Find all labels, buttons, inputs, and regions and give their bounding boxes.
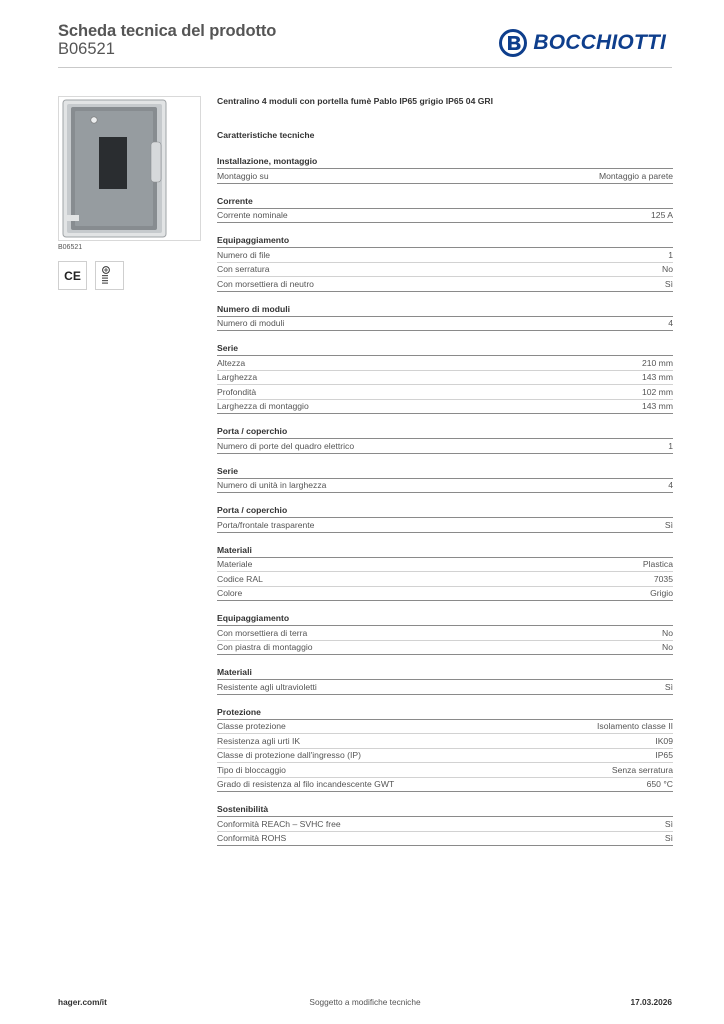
spec-row: [217, 439, 673, 454]
page-title: Scheda tecnica del prodotto: [58, 22, 277, 40]
spec-row: [217, 400, 673, 415]
spec-group: [217, 466, 673, 494]
spec-value: Montaggio a parete: [598, 170, 673, 181]
spec-value: 4: [668, 480, 673, 491]
spec-row: [217, 248, 673, 263]
bocchiotti-logo-icon: [499, 29, 527, 57]
specs-heading: Caratteristiche tecniche: [217, 130, 315, 140]
spec-value: Sì: [664, 519, 673, 530]
spec-label: Resistente agli ultravioletti: [217, 681, 317, 692]
spec-row: [217, 356, 673, 371]
spec-label: Numero di moduli: [217, 318, 285, 329]
spec-label: Con morsettiera di neutro: [217, 278, 314, 289]
spec-label: Classe di protezione dall'ingresso (IP): [217, 750, 361, 761]
spec-label: Corrente nominale: [217, 210, 288, 221]
spec-group: [217, 196, 673, 224]
footer-date: 17.03.2026: [630, 997, 672, 1007]
spec-group-title: Numero di moduli: [217, 304, 673, 317]
spec-label: Larghezza: [217, 372, 258, 383]
product-description: Centralino 4 moduli con portella fumè Pablo IP65 grigio IP65 04 GRI: [217, 96, 494, 106]
spec-label: Colore: [217, 588, 243, 599]
spec-value: Grigio: [650, 588, 673, 599]
spec-group: [217, 304, 673, 332]
spec-sheet: [217, 96, 673, 846]
spec-label: Resistenza agli urti IK: [217, 735, 301, 746]
spec-group-title: Equipaggiamento: [217, 235, 673, 248]
spec-value: Sì: [664, 818, 673, 829]
spec-label: Numero di file: [217, 249, 271, 260]
spec-value: 102 mm: [641, 386, 673, 397]
weee-recycling-icon: [95, 261, 124, 290]
product-code: B06521: [58, 40, 115, 58]
spec-row: [217, 817, 673, 832]
spec-group-title: Porta / coperchio: [217, 426, 673, 439]
spec-label: Montaggio su: [217, 170, 269, 181]
footer-note: Soggetto a modifiche tecniche: [309, 997, 421, 1007]
spec-value: IK09: [655, 735, 673, 746]
product-image: [58, 96, 201, 241]
spec-value: No: [662, 264, 673, 275]
spec-row: [217, 587, 673, 602]
spec-value: 210 mm: [641, 357, 673, 368]
spec-label: Grado di resistenza al filo incandescente GWT: [217, 779, 395, 790]
spec-group: [217, 426, 673, 454]
spec-value: Sì: [664, 681, 673, 692]
spec-group: [217, 613, 673, 655]
footer-website: hager.com/it: [58, 997, 107, 1007]
spec-value: Plastica: [642, 559, 673, 570]
spec-value: 143 mm: [641, 401, 673, 412]
spec-groups: [217, 156, 673, 846]
brand-logo: [499, 28, 666, 58]
spec-group-title: Materiali: [217, 667, 673, 680]
spec-label: Classe protezione: [217, 721, 286, 732]
spec-row: [217, 763, 673, 778]
certification-icons: [58, 261, 124, 290]
spec-value: 125 A: [651, 210, 673, 221]
spec-value: Sì: [664, 278, 673, 289]
spec-group-title: Serie: [217, 466, 673, 479]
spec-value: 650 °C: [646, 779, 673, 790]
page-header: [58, 20, 672, 68]
spec-row: [217, 641, 673, 656]
spec-value: 4: [668, 318, 673, 329]
spec-group-title: Serie: [217, 343, 673, 356]
spec-row: [217, 385, 673, 400]
spec-label: Con piastra di montaggio: [217, 642, 313, 653]
spec-group: [217, 667, 673, 695]
spec-value: No: [662, 627, 673, 638]
spec-value: 1: [668, 249, 673, 260]
spec-row: [217, 479, 673, 494]
spec-value: IP65: [655, 750, 673, 761]
spec-group-title: Installazione, montaggio: [217, 156, 673, 169]
spec-row: [217, 263, 673, 278]
spec-value: No: [662, 642, 673, 653]
spec-row: [217, 558, 673, 573]
page-footer: [58, 997, 672, 1011]
spec-label: Numero di unità in larghezza: [217, 480, 327, 491]
spec-group: [217, 156, 673, 184]
spec-group-title: Equipaggiamento: [217, 613, 673, 626]
spec-value: 7035: [653, 573, 673, 584]
spec-label: Con serratura: [217, 264, 270, 275]
spec-value: Isolamento classe II: [597, 721, 673, 732]
spec-label: Porta/frontale trasparente: [217, 519, 315, 530]
spec-group: [217, 804, 673, 846]
ce-mark-label: CE: [64, 268, 81, 283]
spec-value: Sì: [664, 833, 673, 844]
spec-label: Tipo di bloccaggio: [217, 764, 286, 775]
spec-group-title: Materiali: [217, 545, 673, 558]
spec-label: Conformità REACh – SVHC free: [217, 818, 341, 829]
spec-value: Senza serratura: [611, 764, 673, 775]
spec-row: [217, 720, 673, 735]
spec-row: [217, 749, 673, 764]
image-caption: B06521: [58, 244, 83, 251]
spec-group: [217, 707, 673, 793]
spec-group: [217, 545, 673, 602]
spec-value: 1: [668, 440, 673, 451]
spec-label: Larghezza di montaggio: [217, 401, 309, 412]
weee-symbol-icon: [99, 265, 121, 287]
spec-label: Profondità: [217, 386, 257, 397]
spec-group: [217, 505, 673, 533]
spec-group-title: Corrente: [217, 196, 673, 209]
spec-group-title: Sostenibilità: [217, 804, 673, 817]
brand-name: BOCCHIOTTI: [533, 31, 666, 54]
spec-group: [217, 343, 673, 414]
spec-row: [217, 317, 673, 332]
spec-label: Numero di porte del quadro elettrico: [217, 440, 355, 451]
spec-group-title: Porta / coperchio: [217, 505, 673, 518]
spec-label: Codice RAL: [217, 573, 263, 584]
ce-mark-icon: [58, 261, 87, 290]
spec-row: [217, 169, 673, 184]
spec-row: [217, 277, 673, 292]
spec-row: [217, 209, 673, 224]
spec-label: Con morsettiera di terra: [217, 627, 308, 638]
spec-row: [217, 626, 673, 641]
spec-row: [217, 734, 673, 749]
spec-label: Conformità ROHS: [217, 833, 287, 844]
spec-row: [217, 832, 673, 847]
enclosure-product-image: [59, 97, 200, 240]
spec-row: [217, 680, 673, 695]
spec-row: [217, 572, 673, 587]
spec-row: [217, 371, 673, 386]
spec-label: Altezza: [217, 357, 246, 368]
spec-group-title: Protezione: [217, 707, 673, 720]
spec-row: [217, 778, 673, 793]
spec-row: [217, 518, 673, 533]
spec-group: [217, 235, 673, 292]
spec-value: 143 mm: [641, 372, 673, 383]
spec-label: Materiale: [217, 559, 253, 570]
